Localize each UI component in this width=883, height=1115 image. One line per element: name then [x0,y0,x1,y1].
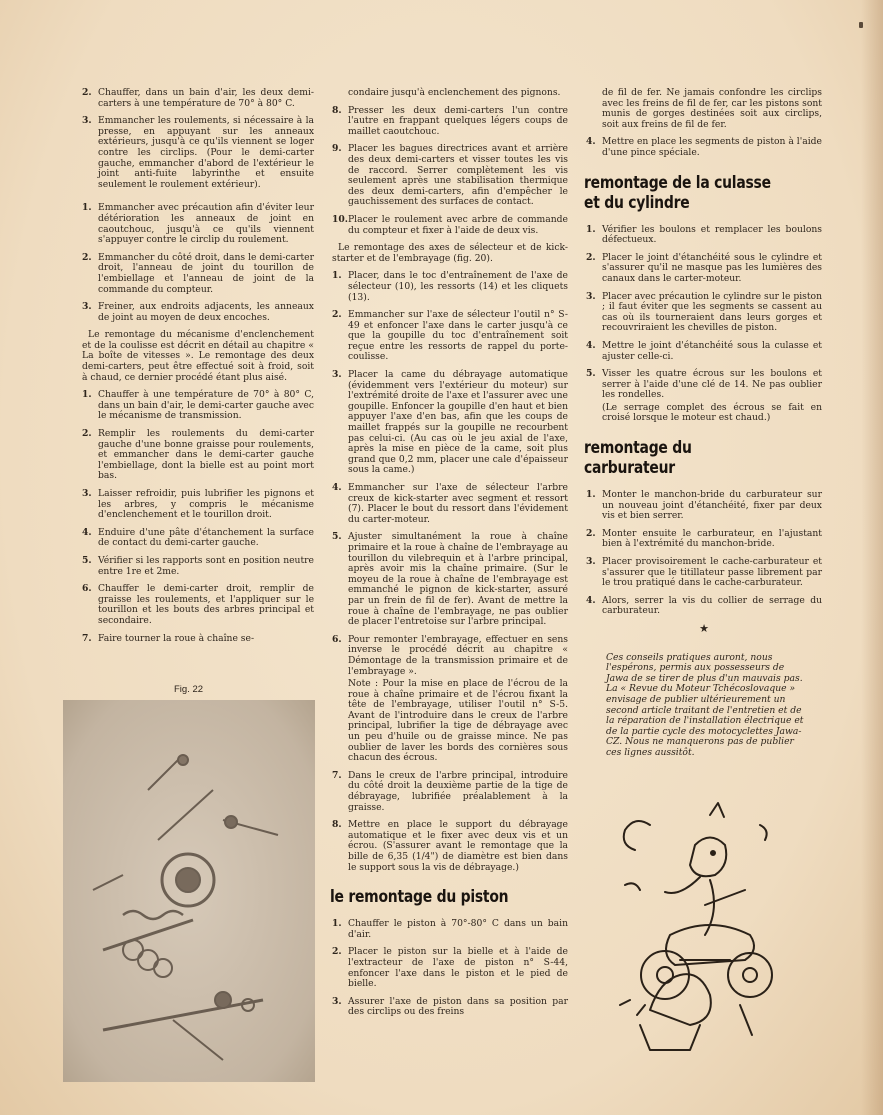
list-step: 4. Alors, serrer la vis du collier de serrage du carburateur. [586,594,822,617]
note-paragraph: Note : Pour la mise en place de l'écrou de la roue à chaîne primaire et de l'écrou fixant la tête de l'embrayage, utiliser l'outil n° S-5. Avant de l'introduire dans le creux de l'arbre principal, lubrifier la tige de débrayage avec un peu d'huile ou de graisse mince. Ne pas oublier de laver les bords des cornières sous chacun des écrous. [348,678,568,764]
motorcycle-rider-sketch [610,785,785,1060]
list-step: 2. Placer le joint d'étanchéité sous le cylindre et s'assurer qu'il ne masque pas les lumières des canaux dans le carter-moteur. [586,251,822,284]
column-middle [332,88,568,1025]
list-step: 6. Chauffer le demi-carter droit, remplir de graisse les roulements, et l'appliquer sur le tourillon et les bouts des arbres principal et secondaire. [82,583,314,626]
list-step: 3. Placer provisoirement le cache-carburateur et s'assurer que le titillateur passe librement par le trou pratiqué dans le cache-carburateur. [586,556,822,589]
page-edge-shadow [861,0,883,1115]
list-step: 3. Placer la came du débrayage automatique (évidemment vers l'extérieur du moteur) sur l'extrémité droite de l'axe et l'assurer avec une goupille. Enfoncer la goupille d'en haut et bien appuyer l'axe d'en bas, afin que les coups de maillet frappés sur la goupille ne recourbent pas celui-ci. (Au cas où le jeu axial de l'axe, après la mise en pièce de la came, soit plus grand que 0,2 mm, placer une cale d'épaisseur sous la came.) [332,369,568,476]
list-step: 5. Vérifier si les rapports sont en position neutre entre 1re et 2me. [82,554,314,577]
figure-caption: Fig. 22 [174,684,204,695]
paragraph: Le remontage du mécanisme d'enclenchement et de la coulisse est décrit en détail au chapitre « La boîte de vitesses ». Le remontage des deux demi-carters, peut être effectué soit à froid, soit à chaud, ce dernier procédé étant plus aisé. [82,329,314,383]
paragraph: Le remontage des axes de sélecteur et de kick-starter et de l'embrayage (fig. 20). [332,242,568,264]
list-step: 3. Laisser refroidir, puis lubrifier les pignons et les arbres, y compris le mécanisme d'enclenchement et le tourillon droit. [82,488,314,521]
list-step: 2. Placer le piston sur la bielle et à l'aide de l'extracteur de l'axe de piston n° S-44, enfoncer l'axe dans le piston et le pied de bielle. [332,946,568,990]
list-step: 3. Placer avec précaution le cylindre sur le piston ; il faut éviter que les segments se cassent au cas où ils tourneraient dans leurs gorges et recouvriraient les chevilles de piston. [586,290,822,334]
list-step: 10. Placer le roulement avec arbre de commande du compteur et fixer à l'aide de deux vis. [332,213,568,236]
list-step: 4. Enduire d'une pâte d'étanchement la surface de contact du demi-carter gauche. [82,526,314,549]
list-step: 2. Emmancher du côté droit, dans le demi-carter droit, l'anneau de joint du tourillon de l'embiellage et l'anneau de joint de la commande du compteur. [82,251,314,295]
list-step: 2. Emmancher sur l'axe de sélecteur l'outil n° S-49 et enfoncer l'axe dans le carter jusqu'à ce que la goupille du toc d'entraînement soit reçue entre les ressorts de rappel du porte-coulisse. [332,309,568,363]
list-step: 9. Placer les bagues directrices avant et arrière des deux demi-carters et visser toutes les vis de raccord. Serrer complètement les vis seulement après une stabilisation thermique des deux demi-carters, afin d'empêcher le gauchissement des surfaces de contact. [332,143,568,208]
list-step: 6. Pour remonter l'embrayage, effectuer en sens inverse le procédé décrit au chapitre « Démontage de la transmission primaire et de l'embrayage ». [332,633,568,677]
list-step: 1. Monter le manchon-bride du carburateur sur un nouveau joint d'étanchéité, fixer par deux vis et bien serrer. [586,489,822,522]
list-step: 1. Placer, dans le toc d'entraînement de l'axe de sélecteur (10), les ressorts (14) et les cliquets (13). [332,270,568,303]
list-step: 1. Chauffer à une température de 70° à 80° C, dans un bain d'air, le demi-carter gauche avec le mécanisme de transmission. [82,389,314,422]
closing-note: Ces conseils pratiques auront, nous l'espérons, permis aux possesseurs de Jawa de se tirer de plus d'un mauvais pas. La « Revue du Moteur Tchécoslovaque » envisage de publier ultérieurement un second article traitant de l'entretien et de la réparation de l'installation électrique et de la partie cycle des motocyclettes Jawa-CZ. Nous ne manquerons pas de publier ces lignes aussitôt. [606,651,804,758]
exploded-parts-illustration [63,700,315,1082]
list-step: 3. Assurer l'axe de piston dans sa position par des circlips ou des freins [332,995,568,1018]
list-step: 2. Chauffer, dans un bain d'air, les deux demi-carters à une température de 70° à 80° C. [82,87,314,109]
list-step: 5. Visser les quatre écrous sur les boulons et serrer à l'aide d'une clé de 14. Ne pas oublier les rondelles. [586,368,822,401]
list-step: 4. Mettre le joint d'étanchéité sous la culasse et ajuster celle-ci. [586,339,822,362]
list-step: 1. Chauffer le piston à 70°-80° C dans un bain d'air. [332,918,568,940]
list-step: 1. Vérifier les boulons et remplacer les boulons défectueux. [586,223,822,246]
list-step: 3. Freiner, aux endroits adjacents, les anneaux de joint au moyen de deux encoches. [82,301,314,323]
list-step: 4. Mettre en place les segments de piston à l'aide d'une pince spéciale. [586,136,822,158]
list-step: 4. Emmancher sur l'axe de sélecteur l'arbre creux de kick-starter avec segment et ressort (7). Placer le bout du ressort dans l'évidement du carter-moteur. [332,482,568,525]
paragraph-continued: de fil de fer. Ne jamais confondre les circlips avec les freins de fil de fer, car les pistons sont munis de gorges destinées soit aux circlips, soit aux freins de fil de fer. [602,87,822,130]
note-paragraph: (Le serrage complet des écrous se fait en croisé lorsque le moteur est chaud.) [602,401,822,424]
list-step: 7. Faire tourner la roue à chaîne se- [82,632,255,644]
list-step: 7. Dans le creux de l'arbre principal, introduire du côté droit la deuxième partie de la tige de débrayage, lubrifiée préalablement à la graisse. [332,769,568,813]
list-step: 2. Remplir les roulements du demi-carter gauche d'une bonne graisse pour roulements, et emmancher dans le demi-carter gauche l'embiellage, dont la bielle est au point mort bas. [82,428,314,482]
list-step: 5. Ajuster simultanément la roue à chaîne primaire et la roue à chaîne de l'embrayage au tourillon du vilebrequin et à l'arbre principal, après avoir mis la chaîne primaire. (Sur le moyeu de la roue à chaîne de l'embrayage est emmanché le pignon de kick-starter, assuré par un frein de fil de fer). Avant de mettre la roue à chaîne de l'embrayage, ne pas oublier de placer l'entretoise sur l'arbre principal. [332,531,568,628]
page-corner-mark [859,22,863,28]
section-heading-carburetor: remontage du carburateur [584,438,692,479]
column-right [586,88,822,759]
paragraph-continued: condaire jusqu'à enclenchement des pignons. [348,87,561,98]
list-step: 2. Monter ensuite le carburateur, en l'ajustant bien à l'extrémité du manchon-bride. [586,527,822,550]
list-step: 3. Emmancher les roulements, si nécessaire à la presse, en appuyant sur les anneaux extérieurs, jusqu'à ce qu'ils viennent se loger contre les circlips. (Pour le demi-carter gauche, emmancher d'abord de l'extérieur le joint anti-fuite labyrinthe et ensuite seulement le roulement extérieur). [82,115,314,190]
star-separator: ★ [699,622,709,635]
section-heading-piston: le remontage du piston [330,887,509,908]
column-left [82,88,314,651]
section-heading-cylinder: remontage de la culasse et du cylindre [584,172,771,213]
list-step: 8. Presser les deux demi-carters l'un contre l'autre en frappant quelques légers coups de maillet caoutchouc. [332,104,568,137]
figure-22-exploded-parts-photo [63,700,315,1082]
list-step: 1. Emmancher avec précaution afin d'éviter leur détérioration les anneaux de joint en caoutchouc, jusqu'à ce qu'ils viennent s'appuyer contre le circlip du roulement. [82,202,314,246]
list-step: 8. Mettre en place le support du débrayage automatique et le fixer avec deux vis et un écrou. (S'assurer avant le remontage que la bille de 6,35 (1/4") de diamètre est bien dans le support sous la vis de débrayage.) [332,819,568,873]
